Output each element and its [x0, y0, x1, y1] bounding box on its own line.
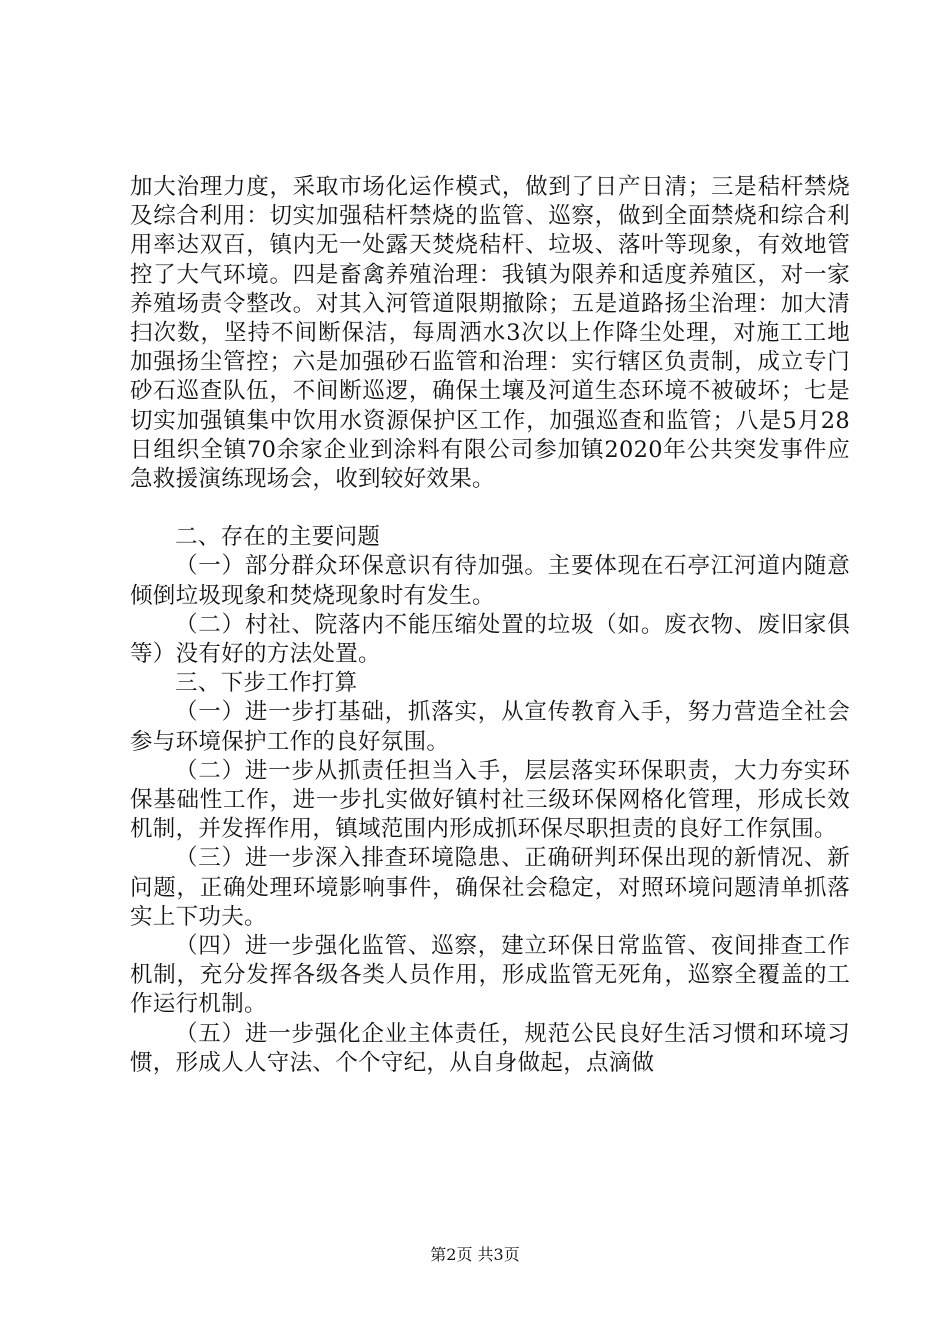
document-body	[130, 173, 850, 1078]
problem-item-2: （二）村社、院落内不能压缩处置的垃圾（如。废衣物、废旧家俱等）没有好的方法处置。	[130, 611, 850, 668]
page-footer: 第2页 共3页	[430, 1245, 520, 1264]
paragraph-measures-continued: 加大治理力度，采取市场化运作模式，做到了日产日清；三是秸杆禁烧及综合利用：切实加强秸杆禁烧的监管、巡察，做到全面禁烧和综合利用率达双百，镇内无一处露天焚烧秸杆、垃圾、落叶等现象，有效地管控了大气环境。四是畜禽养殖治理：我镇为限养和适度养殖区，对一家养殖场责令整改。对其入河管道限期撤除；五是道路扬尘治理：加大清扫次数，坚持不间断保洁，每周洒水3次以上作降尘处理，对施工工地加强扬尘管控；六是加强砂石监管和治理：实行辖区负责制，成立专门砂石巡查队伍，不间断巡逻，确保土壤及河道生态环境不被破坏；七是切实加强镇集中饮用水资源保护区工作，加强巡查和监管；八是5月28日组织全镇70余家企业到涂料有限公司参加镇2020年公共突发事件应急救援演练现场会，收到较好效果。	[130, 174, 850, 493]
plan-item-4: （四）进一步强化监管、巡察，建立环保日常监管、夜间排查工作机制，充分发挥各级各类人员作用，形成监管无死角，巡察全覆盖的工作运行机制。	[130, 933, 850, 1018]
plan-item-2: （二）进一步从抓责任担当入手，层层落实环保职责，大力夯实环保基础性工作，进一步扎实做好镇村社三级环保网格化管理，形成长效机制，并发挥作用，镇域范围内形成抓环保尽职担责的良好工作氛围。	[130, 757, 850, 843]
problem-item-1: （一）部分群众环保意识有待加强。主要体现在石亭江河道内随意倾倒垃圾现象和焚烧现象时有发生。	[130, 553, 850, 609]
section-heading-problems: 二、存在的主要问题	[175, 524, 381, 551]
plan-item-3: （三）进一步深入排查环境隐患、正确研判环保出现的新情况、新问题，正确处理环境影响事件，确保社会稳定，对照环境问题清单抓落实上下功夫。	[130, 845, 850, 930]
section-heading-plans: 三、下步工作打算	[175, 670, 358, 697]
plan-item-5: （五）进一步强化企业主体责任，规范公民良好生活习惯和环境习惯，形成人人守法、个个守纪，从自身做起，点滴做	[130, 1020, 850, 1076]
plan-item-1: （一）进一步打基础，抓落实，从宣传教育入手，努力营造全社会参与环境保护工作的良好氛围。	[130, 699, 850, 755]
